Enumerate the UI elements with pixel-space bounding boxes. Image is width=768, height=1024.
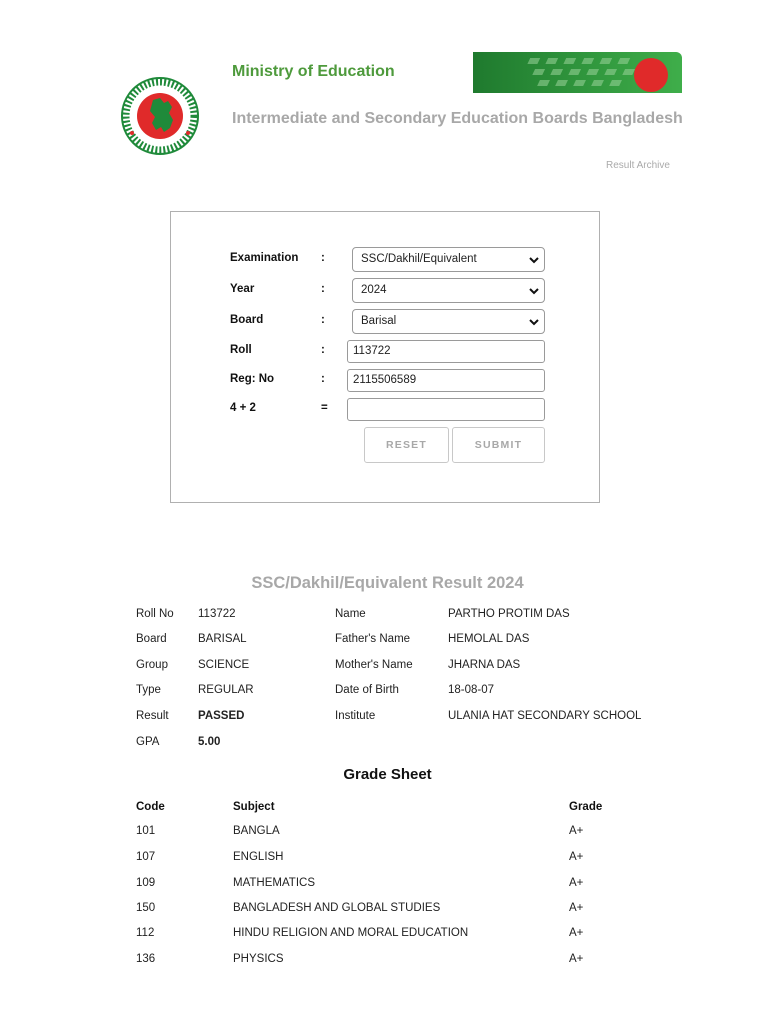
group-label: Group [136,659,168,671]
fathers-name-label: Father's Name [335,633,411,645]
grade-sheet-title: Grade Sheet [343,766,432,783]
examination-label: Examination [230,252,299,264]
flag-banner [473,52,682,93]
institute-label: Institute [335,710,376,722]
date-of-birth-label: Date of Birth [335,684,399,696]
reset-button[interactable]: RESET [364,427,449,463]
roll-colon: : [321,344,325,356]
grade-row-code: 150 [136,902,156,914]
fathers-name-value: HEMOLAL DAS [448,633,530,645]
grade-row-subject: MATHEMATICS [233,877,315,889]
result-label: Result [136,710,169,722]
board-result-value: BARISAL [198,633,247,645]
mothers-name-label: Mother's Name [335,659,413,671]
result-title: SSC/Dakhil/Equivalent Result 2024 [251,574,524,592]
mothers-name-value: JHARNA DAS [448,659,521,671]
chevron-down-icon [528,254,540,266]
grade-row-code: 109 [136,877,156,889]
grade-row-subject: BANGLADESH AND GLOBAL STUDIES [233,902,441,914]
grade-row-subject: BANGLA [233,825,280,837]
subject-header: Subject [233,801,275,813]
group-value: SCIENCE [198,659,250,671]
board-select-value: Barisal [361,315,397,327]
grade-row-code: 112 [136,927,155,939]
reg-no-colon: : [321,373,325,385]
grade-row-subject: PHYSICS [233,953,284,965]
examination-select[interactable] [352,247,545,272]
year-colon: : [321,283,325,295]
grade-row-grade: A+ [569,825,584,837]
grade-row-grade: A+ [569,851,584,863]
chevron-down-icon [528,316,540,328]
year-select-value: 2024 [361,284,387,296]
name-value: PARTHO PROTIM DAS [448,608,570,620]
roll-no-label: Roll No [136,608,174,620]
captcha-label: 4 + 2 [230,402,256,414]
reg-no-input[interactable]: 2115506589 [347,369,545,392]
grade-row-grade: A+ [569,953,584,965]
result-archive-link[interactable]: Result Archive [606,160,670,171]
board-label: Board [230,314,264,326]
code-header: Code [136,801,165,813]
roll-input[interactable]: 113722 [347,340,545,363]
gpa-label: GPA [136,736,160,748]
gpa-value: 5.00 [198,736,221,748]
institute-value: ULANIA HAT SECONDARY SCHOOL [448,710,642,722]
captcha-equals: = [321,402,328,414]
year-select[interactable] [352,278,545,303]
name-label: Name [335,608,366,620]
roll-no-value: 113722 [198,608,236,620]
board-result-label: Board [136,633,167,645]
grade-row-code: 101 [136,825,156,837]
examination-colon: : [321,252,325,264]
board-colon: : [321,314,325,326]
grade-row-grade: A+ [569,877,584,889]
type-value: REGULAR [198,684,254,696]
grade-row-code: 107 [136,851,156,863]
grade-header: Grade [569,801,603,813]
board-select[interactable] [352,309,545,334]
chevron-down-icon [528,285,540,297]
grade-row-subject: ENGLISH [233,851,284,863]
board-title: Intermediate and Secondary Education Boards Bangladesh [232,110,683,127]
ministry-title: Ministry of Education [232,63,395,80]
submit-button[interactable]: SUBMIT [452,427,545,463]
reg-no-label: Reg: No [230,373,275,385]
grade-row-grade: A+ [569,902,584,914]
result-value: PASSED [198,710,245,722]
grade-row-code: 136 [136,953,156,965]
government-seal-logo [120,73,200,159]
grade-row-grade: A+ [569,927,584,939]
grade-row-subject: HINDU RELIGION AND MORAL EDUCATION [233,927,469,939]
examination-select-value: SSC/Dakhil/Equivalent [361,253,477,265]
date-of-birth-value: 18-08-07 [448,684,495,696]
year-label: Year [230,283,255,295]
captcha-input[interactable] [347,398,545,421]
type-label: Type [136,684,161,696]
roll-label: Roll [230,344,252,356]
